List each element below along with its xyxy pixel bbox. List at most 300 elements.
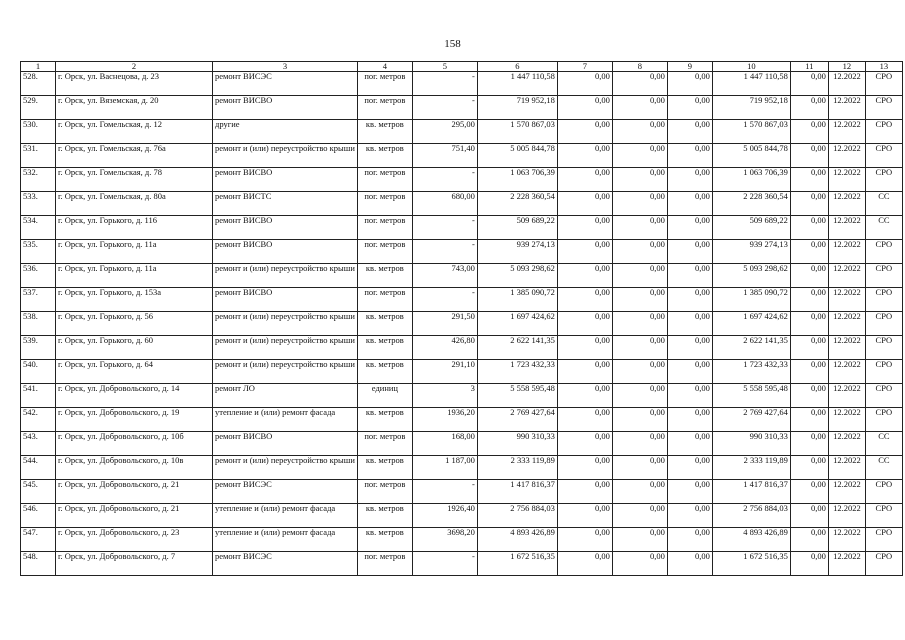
cost-col-9-cell: 0,00 [667,264,712,288]
cost-col-9-cell: 0,00 [667,192,712,216]
quantity-cell: 3 [412,384,477,408]
total-cost-cell: 5 093 298,62 [477,264,557,288]
table-body [21,72,903,576]
work-type-cell: ремонт ВИСВО [213,168,358,192]
row-number-cell: 548. [21,552,56,576]
cost-col-8-cell: 0,00 [612,96,667,120]
cost-col-8-cell: 0,00 [612,432,667,456]
deadline-cell: 12.2022 [828,552,865,576]
deadline-cell: 12.2022 [828,264,865,288]
cost-col-7-cell: 0,00 [557,216,612,240]
unit-cell: кв. метров [357,408,412,432]
cost-col-9-cell: 0,00 [667,504,712,528]
work-type-cell: ремонт ВИСВО [213,288,358,312]
cost-col-10-cell: 2 756 884,03 [712,504,790,528]
cost-col-9-cell: 0,00 [667,240,712,264]
work-type-cell: ремонт ВИСТС [213,192,358,216]
unit-cell: пог. метров [357,288,412,312]
cost-col-8-cell: 0,00 [612,240,667,264]
row-number-cell: 537. [21,288,56,312]
total-cost-cell: 5 558 595,48 [477,384,557,408]
table-row [21,480,903,504]
cost-col-8-cell: 0,00 [612,480,667,504]
cost-col-8-cell: 0,00 [612,384,667,408]
cost-col-9-cell: 0,00 [667,456,712,480]
work-type-cell: утепление и (или) ремонт фасада [213,408,358,432]
table-row [21,432,903,456]
row-number-cell: 538. [21,312,56,336]
quantity-cell: - [412,216,477,240]
cost-col-10-cell: 2 622 141,35 [712,336,790,360]
quantity-cell: 680,00 [412,192,477,216]
cost-col-7-cell: 0,00 [557,96,612,120]
row-number-cell: 547. [21,528,56,552]
cost-col-8-cell: 0,00 [612,144,667,168]
cost-col-8-cell: 0,00 [612,456,667,480]
method-cell: СС [865,192,902,216]
cost-col-8-cell: 0,00 [612,552,667,576]
method-cell: СРО [865,360,902,384]
unit-cell: пог. метров [357,240,412,264]
total-cost-cell: 719 952,18 [477,96,557,120]
unit-cell: кв. метров [357,360,412,384]
work-type-cell: ремонт ВИСВО [213,96,358,120]
cost-col-11-cell: 0,00 [790,264,828,288]
cost-col-8-cell: 0,00 [612,168,667,192]
cost-col-8-cell: 0,00 [612,120,667,144]
cost-col-11-cell: 0,00 [790,240,828,264]
cost-col-10-cell: 719 952,18 [712,96,790,120]
total-cost-cell: 4 893 426,89 [477,528,557,552]
row-number-cell: 532. [21,168,56,192]
cost-col-11-cell: 0,00 [790,480,828,504]
cost-col-10-cell: 1 697 424,62 [712,312,790,336]
cost-col-7-cell: 0,00 [557,336,612,360]
cost-col-10-cell: 1 672 516,35 [712,552,790,576]
row-number-cell: 545. [21,480,56,504]
method-cell: СС [865,456,902,480]
cost-col-9-cell: 0,00 [667,312,712,336]
cost-col-11-cell: 0,00 [790,72,828,96]
quantity-cell: - [412,288,477,312]
total-cost-cell: 2 228 360,54 [477,192,557,216]
unit-cell: пог. метров [357,96,412,120]
method-cell: СРО [865,120,902,144]
column-number-row [21,62,903,72]
unit-cell: единиц [357,384,412,408]
register-table [20,61,903,576]
method-cell: СРО [865,312,902,336]
deadline-cell: 12.2022 [828,456,865,480]
table-row [21,192,903,216]
total-cost-cell: 1 697 424,62 [477,312,557,336]
work-type-cell: ремонт и (или) переустройство крыши [213,312,358,336]
method-cell: СРО [865,552,902,576]
quantity-cell: - [412,240,477,264]
column-header: 11 [790,62,828,72]
address-cell: г. Орск, ул. Гомельская, д. 76а [56,144,213,168]
address-cell: г. Орск, ул. Добровольского, д. 14 [56,384,213,408]
address-cell: г. Орск, ул. Добровольского, д. 10б [56,432,213,456]
cost-col-10-cell: 509 689,22 [712,216,790,240]
table-row [21,72,903,96]
cost-col-8-cell: 0,00 [612,72,667,96]
cost-col-9-cell: 0,00 [667,168,712,192]
total-cost-cell: 939 274,13 [477,240,557,264]
cost-col-7-cell: 0,00 [557,288,612,312]
quantity-cell: 1 187,00 [412,456,477,480]
method-cell: СРО [865,408,902,432]
row-number-cell: 529. [21,96,56,120]
method-cell: СРО [865,168,902,192]
cost-col-10-cell: 1 570 867,03 [712,120,790,144]
cost-col-8-cell: 0,00 [612,216,667,240]
unit-cell: пог. метров [357,552,412,576]
address-cell: г. Орск, ул. Горького, д. 60 [56,336,213,360]
cost-col-11-cell: 0,00 [790,192,828,216]
column-header: 10 [712,62,790,72]
cost-col-7-cell: 0,00 [557,432,612,456]
work-type-cell: ремонт и (или) переустройство крыши [213,336,358,360]
cost-col-7-cell: 0,00 [557,552,612,576]
unit-cell: пог. метров [357,480,412,504]
deadline-cell: 12.2022 [828,96,865,120]
deadline-cell: 12.2022 [828,360,865,384]
unit-cell: кв. метров [357,144,412,168]
method-cell: СРО [865,504,902,528]
cost-col-10-cell: 1 385 090,72 [712,288,790,312]
total-cost-cell: 2 769 427,64 [477,408,557,432]
cost-col-7-cell: 0,00 [557,72,612,96]
address-cell: г. Орск, ул. Горького, д. 56 [56,312,213,336]
table-row [21,288,903,312]
address-cell: г. Орск, ул. Добровольского, д. 7 [56,552,213,576]
cost-col-11-cell: 0,00 [790,528,828,552]
deadline-cell: 12.2022 [828,384,865,408]
unit-cell: кв. метров [357,504,412,528]
cost-col-11-cell: 0,00 [790,168,828,192]
unit-cell: кв. метров [357,528,412,552]
quantity-cell: 1936,20 [412,408,477,432]
row-number-cell: 531. [21,144,56,168]
deadline-cell: 12.2022 [828,288,865,312]
table-row [21,168,903,192]
cost-col-11-cell: 0,00 [790,336,828,360]
total-cost-cell: 509 689,22 [477,216,557,240]
deadline-cell: 12.2022 [828,336,865,360]
quantity-cell: - [412,168,477,192]
work-type-cell: ремонт ВИСВО [213,432,358,456]
unit-cell: кв. метров [357,264,412,288]
total-cost-cell: 1 385 090,72 [477,288,557,312]
quantity-cell: - [412,480,477,504]
cost-col-11-cell: 0,00 [790,96,828,120]
total-cost-cell: 1 063 706,39 [477,168,557,192]
deadline-cell: 12.2022 [828,216,865,240]
cost-col-7-cell: 0,00 [557,312,612,336]
cost-col-10-cell: 5 558 595,48 [712,384,790,408]
quantity-cell: 291,50 [412,312,477,336]
work-type-cell: ремонт ВИСВО [213,240,358,264]
total-cost-cell: 5 005 844,78 [477,144,557,168]
address-cell: г. Орск, ул. Добровольского, д. 10в [56,456,213,480]
cost-col-9-cell: 0,00 [667,96,712,120]
cost-col-8-cell: 0,00 [612,408,667,432]
cost-col-8-cell: 0,00 [612,336,667,360]
table-row [21,360,903,384]
row-number-cell: 535. [21,240,56,264]
row-number-cell: 534. [21,216,56,240]
cost-col-11-cell: 0,00 [790,288,828,312]
table-row [21,408,903,432]
column-header: 7 [557,62,612,72]
cost-col-7-cell: 0,00 [557,408,612,432]
column-header: 1 [21,62,56,72]
cost-col-11-cell: 0,00 [790,120,828,144]
cost-col-11-cell: 0,00 [790,216,828,240]
cost-col-9-cell: 0,00 [667,408,712,432]
cost-col-9-cell: 0,00 [667,480,712,504]
column-header: 13 [865,62,902,72]
table-row [21,216,903,240]
table-row [21,240,903,264]
total-cost-cell: 2 756 884,03 [477,504,557,528]
cost-col-11-cell: 0,00 [790,384,828,408]
address-cell: г. Орск, ул. Добровольского, д. 23 [56,528,213,552]
cost-col-7-cell: 0,00 [557,168,612,192]
unit-cell: пог. метров [357,432,412,456]
unit-cell: кв. метров [357,456,412,480]
cost-col-10-cell: 1 723 432,33 [712,360,790,384]
cost-col-10-cell: 990 310,33 [712,432,790,456]
cost-col-10-cell: 2 228 360,54 [712,192,790,216]
cost-col-11-cell: 0,00 [790,552,828,576]
cost-col-11-cell: 0,00 [790,456,828,480]
cost-col-11-cell: 0,00 [790,312,828,336]
deadline-cell: 12.2022 [828,432,865,456]
address-cell: г. Орск, ул. Гомельская, д. 12 [56,120,213,144]
total-cost-cell: 1 723 432,33 [477,360,557,384]
address-cell: г. Орск, ул. Васнецова, д. 23 [56,72,213,96]
address-cell: г. Орск, ул. Горького, д. 153а [56,288,213,312]
cost-col-11-cell: 0,00 [790,360,828,384]
row-number-cell: 541. [21,384,56,408]
unit-cell: кв. метров [357,336,412,360]
cost-col-7-cell: 0,00 [557,192,612,216]
method-cell: СС [865,216,902,240]
cost-col-7-cell: 0,00 [557,456,612,480]
cost-col-9-cell: 0,00 [667,336,712,360]
cost-col-7-cell: 0,00 [557,360,612,384]
method-cell: СРО [865,144,902,168]
work-type-cell: ремонт и (или) переустройство крыши [213,264,358,288]
page-number: 158 [444,38,461,50]
cost-col-9-cell: 0,00 [667,528,712,552]
method-cell: СРО [865,288,902,312]
table-row [21,384,903,408]
work-type-cell: ремонт ВИСВО [213,216,358,240]
column-header: 2 [56,62,213,72]
address-cell: г. Орск, ул. Вяземская, д. 20 [56,96,213,120]
row-number-cell: 543. [21,432,56,456]
cost-col-8-cell: 0,00 [612,264,667,288]
address-cell: г. Орск, ул. Гомельская, д. 80а [56,192,213,216]
cost-col-7-cell: 0,00 [557,528,612,552]
quantity-cell: 168,00 [412,432,477,456]
cost-col-8-cell: 0,00 [612,288,667,312]
unit-cell: пог. метров [357,192,412,216]
quantity-cell: - [412,96,477,120]
work-type-cell: ремонт ЛО [213,384,358,408]
address-cell: г. Орск, ул. Добровольского, д. 19 [56,408,213,432]
total-cost-cell: 2 333 119,89 [477,456,557,480]
method-cell: СРО [865,240,902,264]
cost-col-11-cell: 0,00 [790,504,828,528]
work-type-cell: ремонт и (или) переустройство крыши [213,456,358,480]
deadline-cell: 12.2022 [828,144,865,168]
work-type-cell: ремонт ВИСЭС [213,72,358,96]
method-cell: СРО [865,96,902,120]
cost-col-9-cell: 0,00 [667,144,712,168]
address-cell: г. Орск, ул. Горького, д. 116 [56,216,213,240]
cost-col-9-cell: 0,00 [667,120,712,144]
row-number-cell: 536. [21,264,56,288]
work-type-cell: ремонт ВИСЭС [213,552,358,576]
method-cell: СРО [865,72,902,96]
cost-col-10-cell: 1 417 816,37 [712,480,790,504]
deadline-cell: 12.2022 [828,408,865,432]
total-cost-cell: 1 447 110,58 [477,72,557,96]
table-row [21,504,903,528]
quantity-cell: 3698,20 [412,528,477,552]
unit-cell: кв. метров [357,120,412,144]
cost-col-9-cell: 0,00 [667,432,712,456]
address-cell: г. Орск, ул. Горького, д. 11а [56,240,213,264]
cost-col-9-cell: 0,00 [667,288,712,312]
cost-col-10-cell: 5 005 844,78 [712,144,790,168]
total-cost-cell: 1 417 816,37 [477,480,557,504]
total-cost-cell: 990 310,33 [477,432,557,456]
table-row [21,336,903,360]
address-cell: г. Орск, ул. Горького, д. 11а [56,264,213,288]
table-row [21,96,903,120]
cost-col-9-cell: 0,00 [667,72,712,96]
method-cell: СРО [865,384,902,408]
row-number-cell: 544. [21,456,56,480]
cost-col-9-cell: 0,00 [667,384,712,408]
cost-col-10-cell: 939 274,13 [712,240,790,264]
total-cost-cell: 1 570 867,03 [477,120,557,144]
unit-cell: пог. метров [357,216,412,240]
cost-col-8-cell: 0,00 [612,528,667,552]
cost-col-10-cell: 5 093 298,62 [712,264,790,288]
table-row [21,312,903,336]
column-header: 12 [828,62,865,72]
cost-col-7-cell: 0,00 [557,480,612,504]
quantity-cell: 751,40 [412,144,477,168]
deadline-cell: 12.2022 [828,312,865,336]
cost-col-10-cell: 2 769 427,64 [712,408,790,432]
cost-col-11-cell: 0,00 [790,144,828,168]
quantity-cell: 291,10 [412,360,477,384]
column-header: 6 [477,62,557,72]
row-number-cell: 540. [21,360,56,384]
cost-col-8-cell: 0,00 [612,312,667,336]
deadline-cell: 12.2022 [828,72,865,96]
quantity-cell: 743,00 [412,264,477,288]
table-row [21,144,903,168]
quantity-cell: - [412,552,477,576]
work-type-cell: другие [213,120,358,144]
cost-col-7-cell: 0,00 [557,240,612,264]
cost-col-7-cell: 0,00 [557,264,612,288]
table-row [21,552,903,576]
cost-col-11-cell: 0,00 [790,432,828,456]
method-cell: СС [865,432,902,456]
deadline-cell: 12.2022 [828,528,865,552]
row-number-cell: 533. [21,192,56,216]
row-number-cell: 539. [21,336,56,360]
cost-col-8-cell: 0,00 [612,360,667,384]
work-type-cell: ремонт ВИСЭС [213,480,358,504]
quantity-cell: 295,00 [412,120,477,144]
cost-col-10-cell: 2 333 119,89 [712,456,790,480]
row-number-cell: 546. [21,504,56,528]
total-cost-cell: 1 672 516,35 [477,552,557,576]
table-row [21,120,903,144]
unit-cell: пог. метров [357,72,412,96]
unit-cell: пог. метров [357,168,412,192]
table-row [21,528,903,552]
cost-col-7-cell: 0,00 [557,384,612,408]
quantity-cell: 426,80 [412,336,477,360]
cost-col-10-cell: 1 063 706,39 [712,168,790,192]
work-type-cell: утепление и (или) ремонт фасада [213,528,358,552]
address-cell: г. Орск, ул. Добровольского, д. 21 [56,504,213,528]
deadline-cell: 12.2022 [828,480,865,504]
method-cell: СРО [865,480,902,504]
method-cell: СРО [865,336,902,360]
unit-cell: кв. метров [357,312,412,336]
deadline-cell: 12.2022 [828,168,865,192]
cost-col-7-cell: 0,00 [557,144,612,168]
column-header: 8 [612,62,667,72]
column-header: 5 [412,62,477,72]
row-number-cell: 530. [21,120,56,144]
address-cell: г. Орск, ул. Горького, д. 64 [56,360,213,384]
table-row [21,456,903,480]
cost-col-9-cell: 0,00 [667,360,712,384]
cost-col-8-cell: 0,00 [612,504,667,528]
column-header: 3 [213,62,358,72]
deadline-cell: 12.2022 [828,240,865,264]
deadline-cell: 12.2022 [828,120,865,144]
row-number-cell: 528. [21,72,56,96]
deadline-cell: 12.2022 [828,192,865,216]
method-cell: СРО [865,264,902,288]
work-type-cell: ремонт и (или) переустройство крыши [213,360,358,384]
address-cell: г. Орск, ул. Добровольского, д. 21 [56,480,213,504]
quantity-cell: 1926,40 [412,504,477,528]
cost-col-9-cell: 0,00 [667,552,712,576]
cost-col-9-cell: 0,00 [667,216,712,240]
quantity-cell: - [412,72,477,96]
total-cost-cell: 2 622 141,35 [477,336,557,360]
work-type-cell: ремонт и (или) переустройство крыши [213,144,358,168]
work-type-cell: утепление и (или) ремонт фасада [213,504,358,528]
address-cell: г. Орск, ул. Гомельская, д. 78 [56,168,213,192]
row-number-cell: 542. [21,408,56,432]
